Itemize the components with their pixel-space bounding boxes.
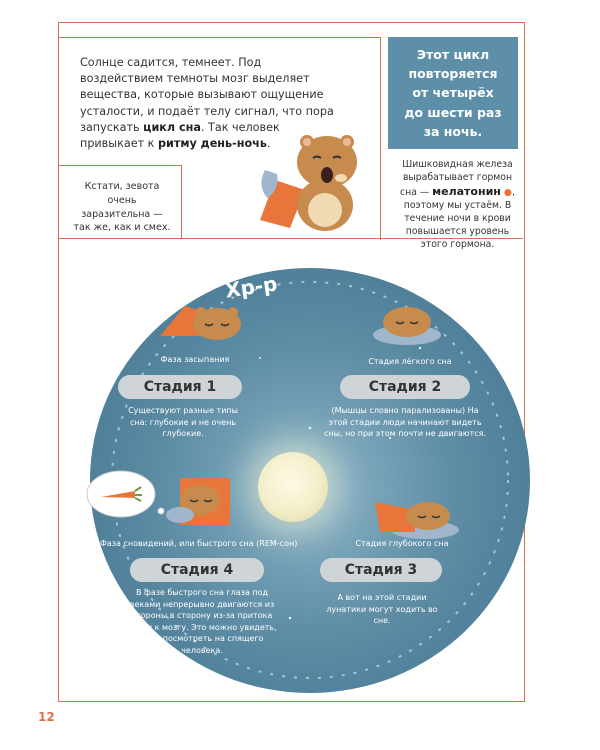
stage-1-hamster-illustration bbox=[155, 296, 255, 346]
cycle-repeat-box: Этот цикл повторяется от четырёх до шести раз за ночь. bbox=[388, 37, 518, 149]
stage-2-text: (Мышцы словно парализованы) На этой стадии люди начинают видеть сны, но при этом почти не двигаются. bbox=[324, 406, 486, 439]
stage-2-title: Стадия 2 bbox=[340, 375, 470, 399]
yawn-note: Кстати, зевота очень заразительна — так же, как и смех. bbox=[73, 181, 171, 234]
snore-text: Хр-р bbox=[223, 271, 279, 303]
intro-text: Солнце садится, темнеет. Под воздействием темноты мозг выделяет вещества, которые вызывают ощущение усталости, и подаёт телу сигнал, что пора запускать цикл сна. Так человек привыкает к ритму день-ночь. bbox=[80, 56, 334, 151]
stage-4-hamster-illustration bbox=[160, 470, 245, 530]
stage-2-hamster-illustration bbox=[370, 300, 445, 345]
moon bbox=[258, 452, 328, 522]
yawning-hamster-illustration bbox=[255, 110, 375, 235]
stage-1-text: Существуют разные типы сна: глубокие и не очень глубокие. bbox=[128, 406, 238, 439]
dream-bubble-carrot bbox=[83, 467, 168, 522]
stage-4-text: В фазе быстрого сна глаза под веками непрерывно двигаются из стороны в сторону из-за притока крови к мозгу. Это можно увидеть, если посмотреть на спящего человека. bbox=[127, 588, 277, 655]
stage-4-title: Стадия 4 bbox=[130, 558, 264, 582]
stage-3-title: Стадия 3 bbox=[320, 558, 442, 582]
stage-3-phase: Стадия глубокого сна bbox=[355, 539, 449, 548]
stage-3-hamster-illustration bbox=[370, 490, 465, 540]
gland-icon: ● bbox=[503, 187, 512, 199]
stage-4-phase: Фаза сновидений, или быстрого сна (REM-сон) bbox=[100, 539, 298, 548]
stage-1-title: Стадия 1 bbox=[118, 375, 242, 399]
stage-2-phase: Стадия лёгкого сна bbox=[368, 357, 452, 366]
stage-3-text: А вот на этой стадии лунатики могут ходить во сне. bbox=[326, 593, 438, 626]
melatonin-note: Шишковидная железа вырабатывает гормон сна — мелатонин ●, поэтому мы устаём. В течение ночи в крови повышается уровень этого гормона. bbox=[400, 159, 515, 251]
page-number: 12 bbox=[38, 710, 55, 724]
stage-1-phase: Фаза засыпания bbox=[160, 355, 230, 364]
